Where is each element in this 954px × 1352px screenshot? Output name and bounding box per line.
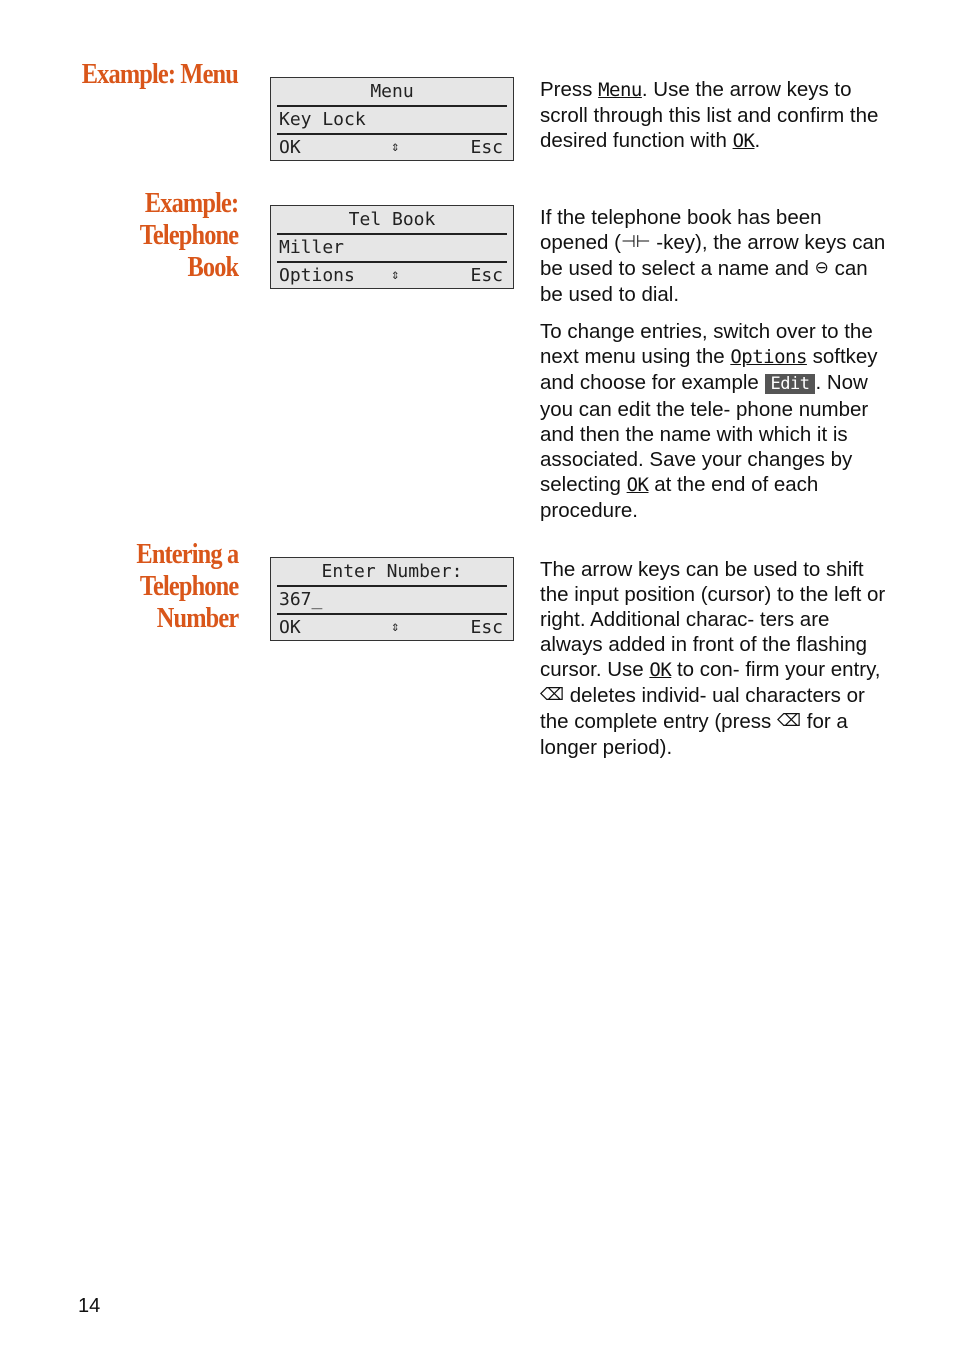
softkey-label: OK (649, 659, 672, 681)
softkey-label: OK (732, 130, 755, 152)
softkey-esc: Esc (470, 137, 503, 158)
heading-line: Telephone (139, 219, 238, 251)
softkey-label: Menu (598, 79, 642, 101)
highlighted-menu-item: Edit (765, 374, 816, 394)
arrows-icon: ⇕ (391, 619, 400, 635)
softkey-label: OK (626, 474, 649, 496)
arrows-icon: ⇕ (391, 139, 400, 155)
text-entering-number (540, 557, 892, 772)
softkey-ok: OK (279, 137, 301, 158)
delete-key-icon: ⌫ (540, 685, 565, 704)
section-heading-entering-number (136, 538, 238, 634)
heading-line: Example: Menu (81, 58, 238, 90)
paragraph: The arrow keys can be used to shift the input position (cursor) to the left or right. Additional charac- ters are always added in front of the flashing cursor. Use OK to con- firm your entry, ⌫ deletes individ- ual characters or the complete entry (press ⌫ for a longer period). (540, 558, 886, 759)
display-line: Key Lock (277, 106, 507, 135)
heading-line: Number (156, 602, 238, 634)
softkey-ok: OK (279, 617, 301, 638)
paragraph: If the telephone book has been opened (⊣⊢ -key), the arrow keys can be used to select a name and ⊖ can be used to dial. (540, 206, 886, 306)
display-line: Miller (277, 234, 507, 263)
display-softkeys (277, 134, 507, 161)
display-softkeys (277, 614, 507, 641)
text-menu (540, 77, 892, 166)
softkey-esc: Esc (470, 265, 503, 286)
display-title: Menu (277, 78, 507, 107)
dial-key-icon: ⊖ (814, 258, 829, 277)
display-line: 367_ (277, 586, 507, 615)
section-heading-telephone-book (140, 187, 238, 283)
heading-line: Example: (144, 187, 238, 219)
paragraph: To change entries, switch over to the next menu using the Options softkey and choose for example Edit . Now you can edit the tele- phone number and then the name with which it is associated. Save your changes by selecting OK at the end of each procedure. (540, 320, 878, 522)
softkey-label: Options (730, 346, 807, 368)
delete-key-icon: ⌫ (777, 711, 802, 730)
softkey-esc: Esc (470, 617, 503, 638)
display-title: Tel Book (277, 206, 507, 235)
section-heading-menu (82, 58, 238, 90)
softkey-options: Options (279, 265, 355, 286)
display-telephone-book (270, 205, 514, 289)
phonebook-key-icon: ⊣⊢ (620, 232, 651, 251)
text-telephone-book (540, 205, 892, 535)
heading-line: Entering a (136, 538, 238, 570)
heading-line: Telephone (139, 570, 238, 602)
page-number: 14 (78, 1295, 101, 1317)
paragraph: Press Menu. Use the arrow keys to scroll through this list and confirm the desired function with OK. (540, 78, 879, 152)
display-enter-number (270, 557, 514, 641)
arrows-icon: ⇕ (391, 267, 400, 283)
heading-line: Book (187, 251, 238, 283)
display-softkeys (277, 262, 507, 289)
display-title: Enter Number: (277, 558, 507, 587)
display-menu (270, 77, 514, 161)
